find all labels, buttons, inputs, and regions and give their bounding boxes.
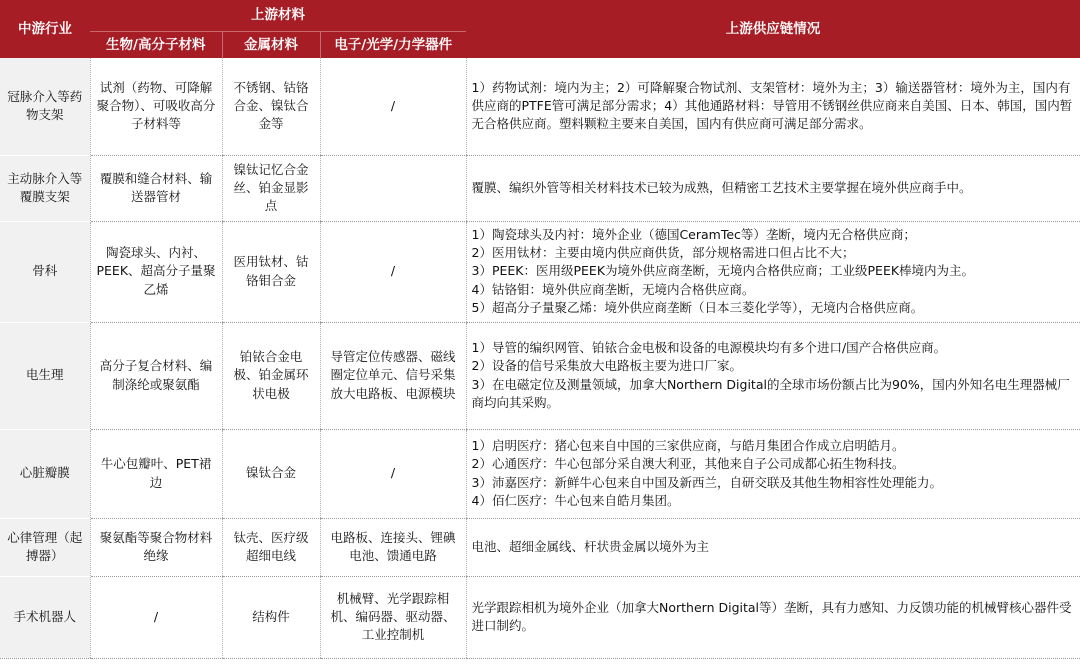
industry-cell: 手术机器人 [0, 576, 90, 658]
table-row [0, 322, 1080, 429]
table-row [0, 155, 1080, 221]
supply-line: 1）陶瓷球头及内衬：境外企业（德国CeramTec等）垄断，境内无合格供应商； [471, 227, 916, 243]
table-row [0, 221, 1080, 322]
header-bio-polymer: 生物/高分子材料 [90, 31, 222, 58]
supply-chain-cell [466, 429, 1080, 518]
supply-chain-cell [466, 221, 1080, 322]
metal-material-cell: 医用钛材、钴铬钼合金 [222, 221, 320, 322]
industry-cell: 心律管理（起搏器） [0, 518, 90, 576]
device-cell: 导管定位传感器、磁线圈定位单元、信号采集放大电路板、电源模块 [320, 322, 466, 429]
supply-line: 3）PEEK：医用级PEEK为境外供应商垄断，无境内合格供应商；工业级PEEK棒境内为主。 [471, 263, 975, 279]
device-cell: 机械臂、光学跟踪相机、编码器、驱动器、工业控制机 [320, 576, 466, 658]
bio-material-cell: 牛心包瓣叶、PET裙边 [90, 429, 222, 518]
supply-line: 3）在电磁定位及测量领域，加拿大Northern Digital的全球市场份额占比为90%，国内外知名电生理器械厂商均向其采购。 [471, 376, 1070, 410]
metal-material-cell: 结构件 [222, 576, 320, 658]
metal-material-cell: 铂铱合金电极、铂金属环状电极 [222, 322, 320, 429]
supply-line: 4）佰仁医疗：牛心包来自皓月集团。 [471, 492, 680, 508]
metal-material-cell: 不锈钢、钴铬合金、镍钛合金等 [222, 58, 320, 155]
supply-line: 2）设备的信号采集放大电路板主要为进口厂家。 [471, 358, 742, 374]
device-cell [320, 155, 466, 221]
supply-line: 3）沛嘉医疗：新鲜牛心包来自中国及新西兰，自研交联及其他生物相容性处理能力。 [471, 474, 942, 490]
industry-cell: 冠脉介入等药物支架 [0, 58, 90, 155]
industry-cell: 电生理 [0, 322, 90, 429]
bio-material-cell: / [90, 576, 222, 658]
supply-line: 1）导管的编织网管、铂铱合金电极和设备的电源模块均有多个进口/国产合格供应商。 [471, 340, 947, 356]
industry-cell: 骨科 [0, 221, 90, 322]
supply-line: 5）超高分子量聚乙烯：境外供应商垄断（日本三菱化学等），无境内合格供应商。 [471, 299, 924, 315]
supply-chain-cell [466, 155, 1080, 221]
table-row [0, 518, 1080, 576]
table-row [0, 58, 1080, 155]
metal-material-cell: 镍钛合金 [222, 429, 320, 518]
table-row [0, 429, 1080, 518]
industry-cell: 心脏瓣膜 [0, 429, 90, 518]
metal-material-cell: 钛壳、医疗级超细电线 [222, 518, 320, 576]
supply-line: 覆膜、编织外管等相关材料技术已较为成熟，但精密工艺技术主要掌握在境外供应商手中。 [471, 179, 972, 195]
device-cell: / [320, 58, 466, 155]
supply-line: 电池、超细金属线、杆状贵金属以境外为主 [471, 538, 710, 554]
supply-line: 1）药物试剂：境内为主；2）可降解聚合物试剂、支架管材：境外为主；3）输送器管材：境外为主，国内有供应商的PTFE管可满足部分需求；4）其他通路材料：导管用不锈钢丝供应商来自美国、日本、韩国，国内暂无合格供应商。塑料颗粒主要来自美国，国内有供应商可满足部分需求。 [471, 80, 1073, 132]
supply-line: 1）启明医疗：猪心包来自中国的三家供应商，与皓月集团合作成立启明皓月。 [471, 438, 905, 454]
bio-material-cell: 陶瓷球头、内衬、PEEK、超高分子量聚乙烯 [90, 221, 222, 322]
bio-material-cell: 覆膜和缝合材料、输送器管材 [90, 155, 222, 221]
header-supply-chain: 上游供应链情况 [466, 0, 1080, 58]
device-cell: 电路板、连接头、锂碘电池、馈通电路 [320, 518, 466, 576]
supply-chain-cell [466, 58, 1080, 155]
bio-material-cell: 聚氨酯等聚合物材料绝缘 [90, 518, 222, 576]
header-upstream-materials: 上游材料 [90, 0, 466, 31]
metal-material-cell: 镍钛记忆合金丝、铂金显影点 [222, 155, 320, 221]
device-cell: / [320, 221, 466, 322]
header-midstream-industry: 中游行业 [0, 0, 90, 58]
supply-chain-cell [466, 518, 1080, 576]
header-metal: 金属材料 [222, 31, 320, 58]
supply-line: 2）心通医疗：牛心包部分采自澳大利亚，其他来自子公司成都心拓生物科技。 [471, 456, 905, 472]
industry-cell: 主动脉介入等覆膜支架 [0, 155, 90, 221]
supply-line: 4）钴铬钼：境外供应商垄断，无境内合格供应商。 [471, 281, 755, 297]
supply-line: 2）医用钛材：主要由境内供应商供货，部分规格需进口但占比不大； [471, 245, 855, 261]
supply-line: 光学跟踪相机为境外企业（加拿大Northern Digital等）垄断，具有力感知、力反馈功能的机械臂核心器件受进口制约。 [471, 599, 1072, 633]
header-device: 电子/光学/力学器件 [320, 31, 466, 58]
table-row [0, 576, 1080, 658]
supply-chain-cell [466, 576, 1080, 658]
device-cell: / [320, 429, 466, 518]
supply-chain-cell [466, 322, 1080, 429]
bio-material-cell: 试剂（药物、可降解聚合物）、可吸收高分子材料等 [90, 58, 222, 155]
bio-material-cell: 高分子复合材料、编制涤纶或聚氨酯 [90, 322, 222, 429]
